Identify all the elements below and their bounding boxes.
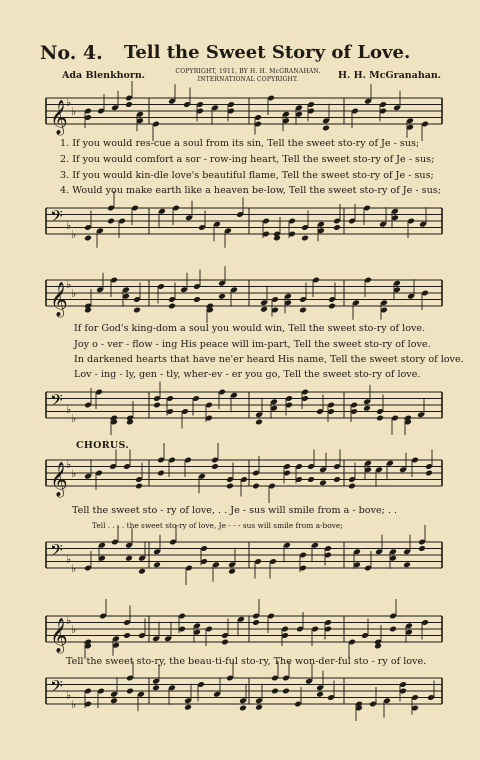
verse-4-lyric-a: 4. Would you make earth like a heaven be-low, Tell the sweet sto-ry of Je - sus; [60, 185, 441, 196]
note-head [328, 303, 336, 310]
note-head [301, 235, 309, 242]
chorus-label: CHORUS. [76, 440, 129, 451]
note-head [260, 306, 268, 313]
bass-staff [44, 384, 444, 434]
note-head [157, 470, 165, 477]
note-head [376, 415, 384, 422]
note-head [403, 561, 411, 568]
note-head [271, 688, 279, 695]
hymn-title: Tell the Sweet Story of Love. [124, 42, 411, 63]
verse-2-lyric-b: Joy o - ver - flow - ing His peace will im-part, Tell the sweet sto-ry of love. [74, 339, 431, 350]
treble-clef-icon: 𝄞 [50, 282, 68, 317]
flat-icon: ♭ [66, 457, 72, 471]
copyright-line-1: COPYRIGHT, 1911, BY H. H. McGRANAHAN. [175, 68, 321, 75]
note-head [316, 691, 324, 698]
note-head [133, 307, 141, 314]
flat-icon: ♭ [66, 613, 72, 627]
note-head [255, 704, 263, 711]
bass-clef-icon: 𝄢 [50, 389, 63, 414]
note-head [211, 463, 219, 470]
treble-clef-icon: 𝄞 [50, 100, 68, 135]
flat-icon: ♭ [66, 218, 72, 232]
treble-staff [44, 452, 444, 502]
flat-icon: ♭ [66, 552, 72, 566]
flat-icon: ♭ [66, 95, 72, 109]
flat-icon: ♭ [71, 697, 77, 711]
note-head [333, 476, 341, 483]
note-head [252, 483, 260, 490]
note-head [123, 632, 131, 639]
note-head [184, 704, 192, 711]
lyricist-credit: Ada Blenkhorn. [62, 70, 146, 81]
note-head [125, 101, 133, 108]
treble-clef-icon: 𝄞 [50, 462, 68, 497]
verse-3-lyric-a: 3. If you would kin-dle love's beautiful flame, Tell the sweet sto-ry of Je - sus; [60, 170, 434, 181]
bass-staff [44, 534, 444, 584]
note-head [333, 224, 341, 231]
note-head [126, 688, 134, 695]
hymn-number: No. 4. [40, 42, 103, 64]
note-head [125, 555, 133, 562]
note-head [228, 568, 236, 575]
note-head [425, 470, 433, 477]
note-head [282, 688, 290, 695]
note-head [319, 479, 327, 486]
note-head [218, 293, 226, 300]
note-head [153, 561, 161, 568]
note-head [221, 639, 229, 646]
flat-icon: ♭ [66, 402, 72, 416]
flat-icon: ♭ [71, 286, 77, 300]
note-head [135, 483, 143, 490]
chorus-lyric-final: Tell the sweet sto-ry, the beau-ti-ful sto-ry, The won-der-ful sto - ry of love. [66, 656, 427, 667]
note-head [255, 419, 263, 426]
bass-staff [44, 200, 444, 250]
composer-credit: H. H. McGranahan. [338, 70, 442, 81]
note-head [168, 303, 176, 310]
flat-icon: ♭ [66, 277, 72, 291]
note-head [389, 626, 397, 633]
note-head [226, 483, 234, 490]
treble-staff [44, 90, 444, 140]
copyright-notice [168, 68, 328, 84]
bass-clef-icon: 𝄢 [50, 205, 63, 230]
note-head [363, 405, 371, 412]
note-head [84, 235, 92, 242]
flat-icon: ♭ [66, 688, 72, 702]
verse-1-lyric-a: 1. If you would res-cue a soul from its sin, Tell the sweet sto-ry of Je - sus; [60, 138, 420, 149]
flat-icon: ♭ [71, 466, 77, 480]
verse-4-lyric-b: Lov - ing - ly, gen - tly, wher-ev - er you go, Tell the sweet sto-ry of love. [74, 369, 421, 380]
note-head [107, 218, 115, 225]
treble-staff [44, 272, 444, 322]
note-head [299, 307, 307, 314]
treble-staff [44, 608, 444, 658]
note-head [152, 684, 160, 691]
copyright-line-2: INTERNATIONAL COPYRIGHT. [197, 76, 299, 83]
treble-clef-icon: 𝄞 [50, 618, 68, 653]
note-head [348, 483, 356, 490]
bass-staff [44, 670, 444, 720]
flat-icon: ♭ [71, 622, 77, 636]
bass-clef-icon: 𝄢 [50, 539, 63, 564]
verse-3-lyric-b: In darkened hearts that have ne'er heard His name, Tell the sweet story of love. [74, 354, 464, 365]
note-head [138, 568, 146, 575]
flat-icon: ♭ [71, 227, 77, 241]
flat-icon: ♭ [71, 411, 77, 425]
note-head [193, 296, 201, 303]
verse-1-lyric-b: If for God's king-dom a soul you would win, Tell the sweet sto-ry of love. [74, 323, 426, 334]
verse-2-lyric-a: 2. If you would comfort a sor - row-ing heart, Tell the sweet sto-ry of Je - sus; [60, 154, 435, 165]
note-head [322, 125, 330, 132]
note-head [252, 619, 260, 626]
bass-clef-icon: 𝄢 [50, 675, 63, 700]
chorus-lyric-main: Tell the sweet sto - ry of love, . . Je - sus will smile from a - bove; . . [72, 505, 398, 516]
flat-icon: ♭ [71, 104, 77, 118]
note-head [307, 476, 315, 483]
flat-icon: ♭ [71, 561, 77, 575]
note-head [418, 545, 426, 552]
note-head [153, 402, 161, 409]
note-head [239, 705, 247, 712]
chorus-lyric-echo: Tell . . . . the sweet sto-ry of love, Je - - - sus will smile from a-bove; [92, 521, 343, 530]
note-head [110, 697, 118, 704]
